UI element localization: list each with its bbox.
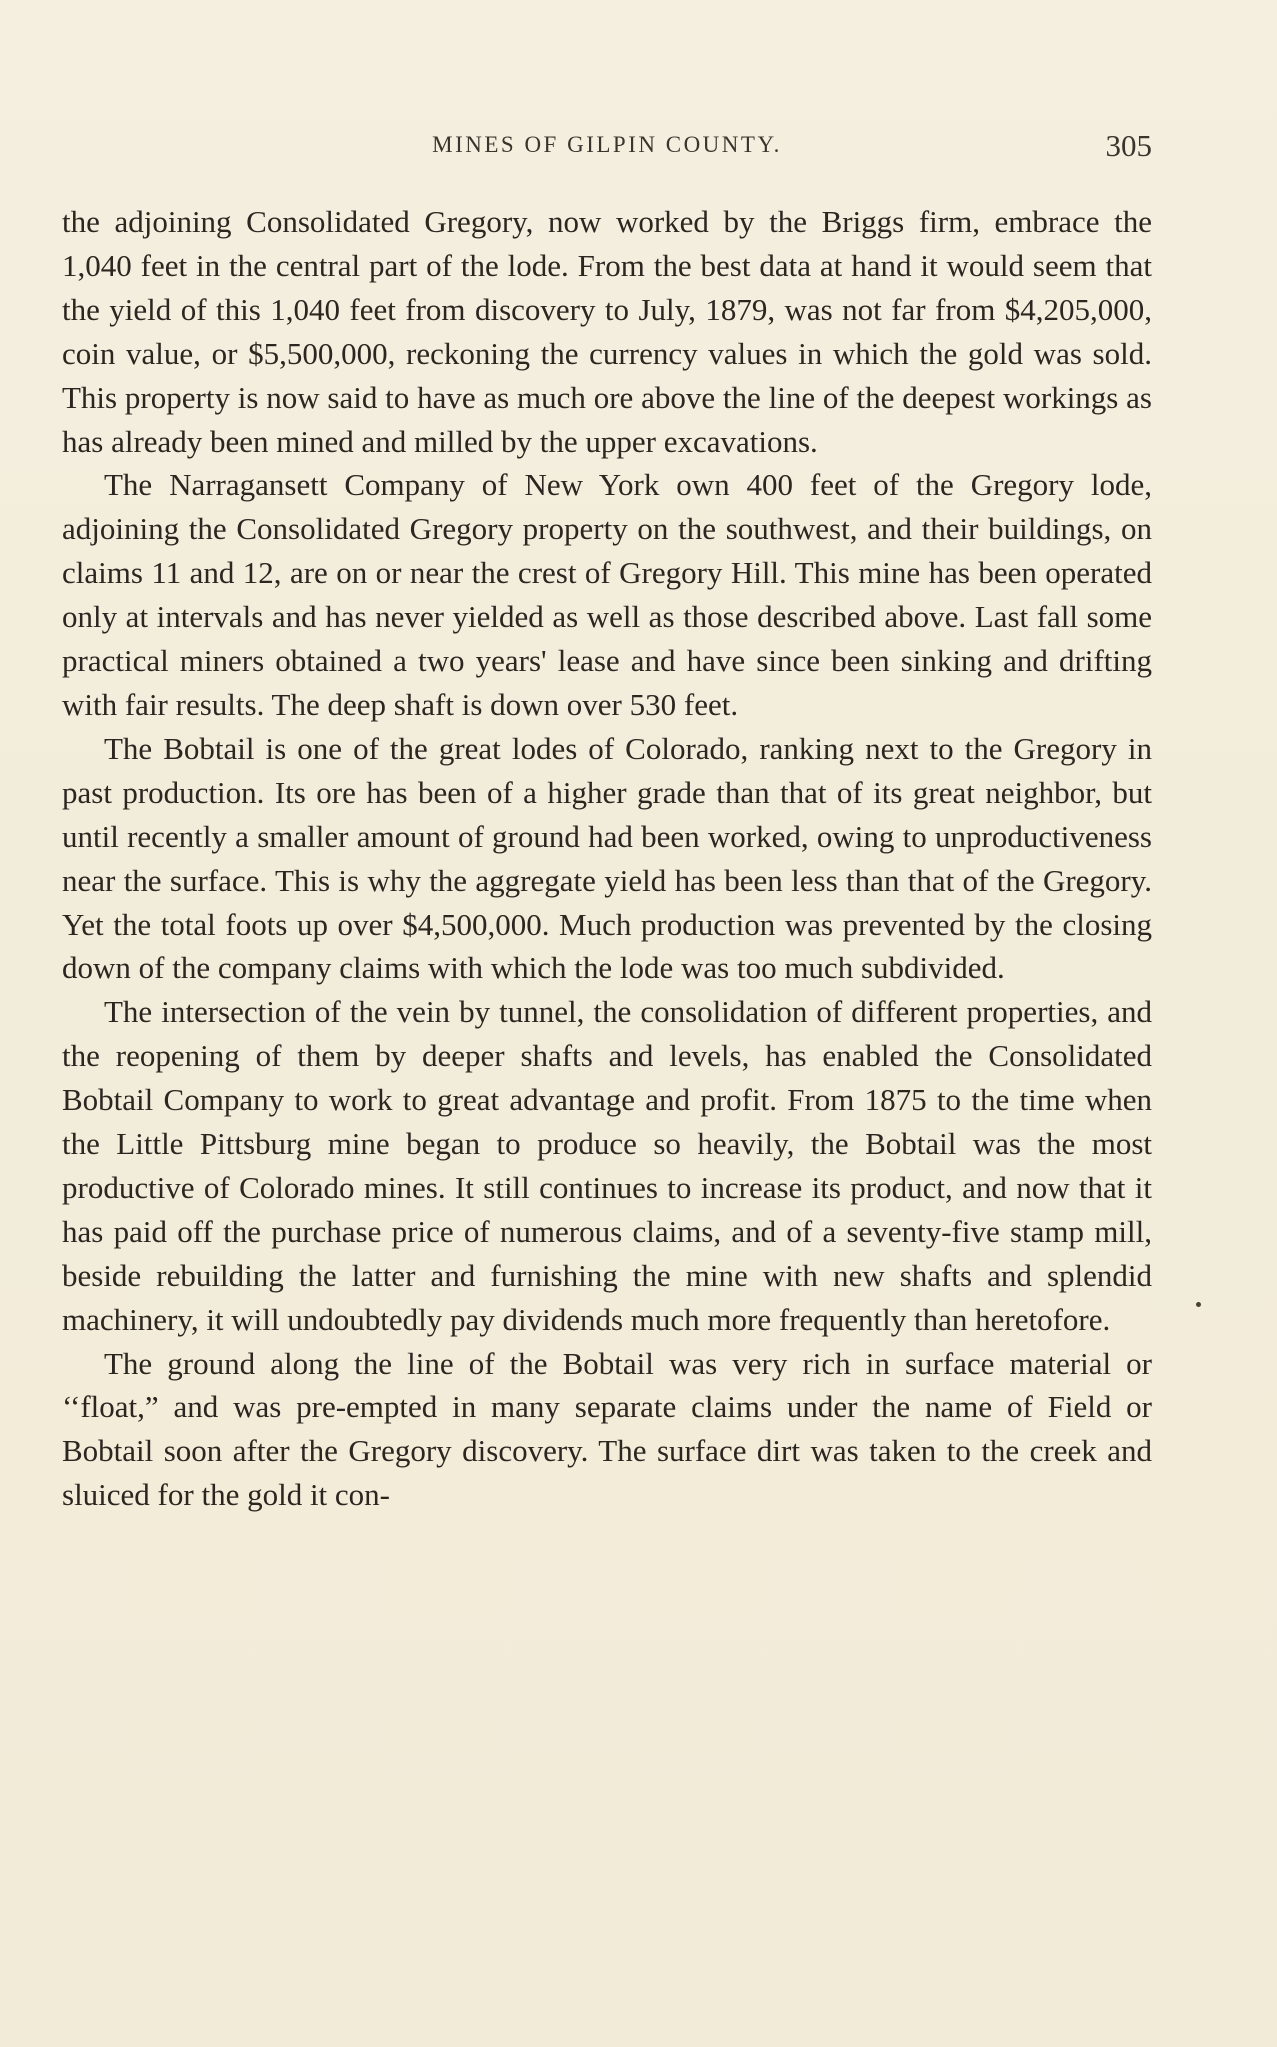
- paragraph-narragansett: The Narragansett Company of New York own 400 feet of the Gregory lode, adjoining the Consolidated Gregory property on the southwest, and their buildings, on claims 11 and 12, are on or near the crest of Gregory Hill. This mine has been operated only at intervals and has never yielded as well as those described above. Last fall some practical miners obtained a two years' lease and have since been sinking and drifting with fair results. The deep shaft is down over 530 feet.: [62, 467, 1152, 722]
- running-head: [62, 128, 1152, 168]
- ink-speck: [1196, 1302, 1201, 1307]
- body-text: [62, 200, 1152, 1517]
- page-number: 305: [1105, 128, 1152, 163]
- running-title: MINES OF GILPIN COUNTY.: [432, 132, 782, 157]
- paragraph-bobtail: The Bobtail is one of the great lodes of Colorado, ranking next to the Gregory in past production. Its ore has been of a higher grade than that of its great neighbor, but until recently a smaller amount of ground had been worked, owing to unproductiveness near the surface. This is why the aggregate yield has been less than that of the Gregory. Yet the total foots up over $4,500,000. Much production was prevented by the closing down of the company claims with which the lode was too much subdivided.: [62, 730, 1152, 986]
- paragraph-float: The ground along the line of the Bobtail was very rich in surface material or ‘‘float,” and was pre-empted in many separate claims under the name of Field or Bobtail soon after the Gregory discovery. The surface dirt was taken to the creek and sluiced for the gold it con-: [62, 1345, 1152, 1513]
- paragraph-continued: the adjoining Consolidated Gregory, now worked by the Briggs firm, embrace the 1,040 feet in the central part of the lode. From the best data at hand it would seem that the yield of this 1,040 feet from discovery to July, 1879, was not far from $4,205,000, coin value, or $5,500,000, reckoning the currency values in which the gold was sold. This property is now said to have as much ore above the line of the deepest workings as has already been mined and milled by the upper excavations.: [62, 204, 1152, 459]
- paragraph-consolidation: The intersection of the vein by tunnel, the consolidation of different properties, and the reopening of them by deeper shafts and levels, has enabled the Consolidated Bobtail Company to work to great advantage and profit. From 1875 to the time when the Little Pittsburg mine began to produce so heavily, the Bobtail was the most productive of Colorado mines. It still continues to increase its product, and now that it has paid off the purchase price of numerous claims, and of a seventy-five stamp mill, beside rebuilding the latter and furnishing the mine with new shafts and splendid machinery, it will undoubtedly pay dividends much more frequently than heretofore.: [62, 994, 1152, 1337]
